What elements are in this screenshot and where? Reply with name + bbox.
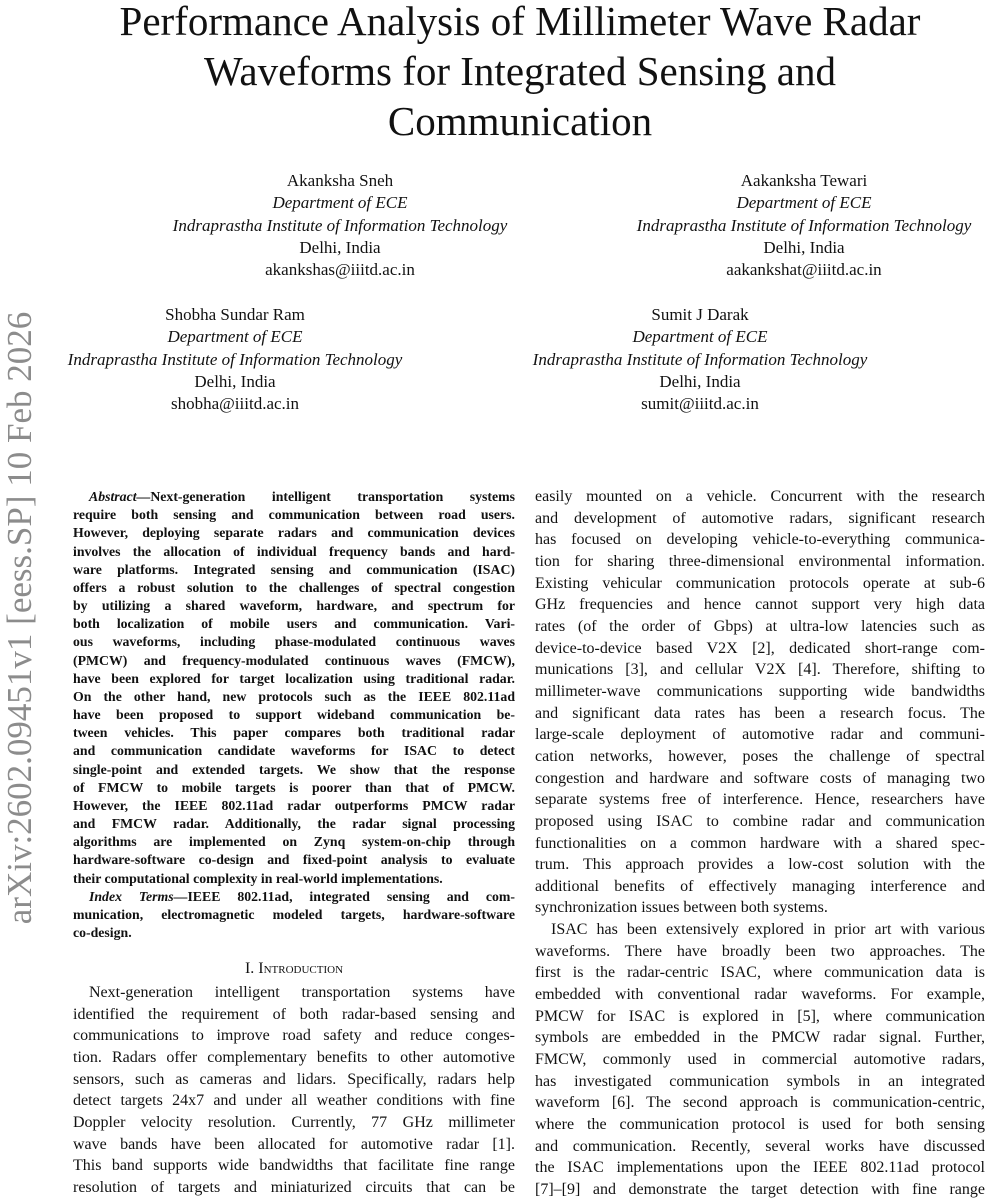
author-block bbox=[68, 304, 403, 415]
paragraph-line: where the communication protocol is used for both sensing bbox=[535, 1116, 985, 1134]
paragraph-line: separate systems free of interference. Hence, researchers have bbox=[535, 791, 985, 809]
paragraph-line: PMCW for ISAC is explored in [5], where communication bbox=[535, 1007, 985, 1025]
index-terms-line bbox=[73, 906, 515, 924]
author-block bbox=[173, 170, 508, 281]
paragraph-line: waveforms. There have broadly been two approaches. The bbox=[535, 942, 985, 960]
author-location: Delhi, India bbox=[299, 237, 381, 257]
title-line: Communication bbox=[387, 98, 653, 144]
abstract-text: both localization of mobile users and communication. Vari- bbox=[73, 616, 515, 632]
paragraph-line: and communication. Recently, several works have discussed bbox=[535, 1137, 985, 1155]
paragraph-line: proposed using ISAC to combine radar and communication bbox=[535, 812, 985, 830]
paragraph-line: ISAC has been extensively explored in prior art with various bbox=[551, 921, 985, 939]
title-line: Waveforms for Integrated Sensing and bbox=[204, 48, 836, 94]
abstract-line bbox=[73, 633, 515, 651]
paragraph-line: trum. This approach provides a low-cost solution with the bbox=[535, 856, 985, 874]
author-institution: Indraprastha Institute of Information Technology bbox=[67, 349, 403, 369]
paragraph-line: millimeter-wave communications supporting wide bandwidths bbox=[535, 682, 985, 700]
section-heading bbox=[73, 958, 515, 980]
paragraph-line: and significant data rates has been a research focus. The bbox=[535, 704, 985, 722]
paper-title bbox=[0, 0, 985, 146]
author-department: Department of ECE bbox=[632, 327, 768, 347]
author-email: shobha@iiitd.ac.in bbox=[170, 394, 300, 414]
author-email: akankshas@iiitd.ac.in bbox=[265, 260, 415, 280]
abstract-text: require both sensing and communication between road users. bbox=[73, 507, 515, 523]
index-terms-line bbox=[73, 888, 515, 906]
abstract bbox=[73, 488, 515, 942]
abstract-text: However, the IEEE 802.11ad radar outperforms PMCW radar bbox=[73, 797, 515, 813]
index-terms-text: co-design. bbox=[73, 925, 132, 941]
author-location: Delhi, India bbox=[194, 371, 276, 391]
abstract-line bbox=[73, 597, 515, 615]
author-department: Department of ECE bbox=[272, 193, 408, 213]
index-terms-text: IEEE 802.11ad, integrated sensing and com- bbox=[187, 888, 515, 904]
paragraph-line: has investigated communication symbols in an integrated bbox=[535, 1072, 985, 1090]
paragraph-line: symbols are embedded in the PMCW radar signal. Further, bbox=[535, 1029, 985, 1047]
abstract-line bbox=[73, 870, 515, 888]
paragraph-line: functionalities on a common hardware with a shared spec- bbox=[535, 834, 985, 852]
abstract-line bbox=[73, 670, 515, 688]
paragraph-line: waveform [6]. The second approach is communication-centric, bbox=[535, 1094, 985, 1112]
abstract-text: tween vehicles. This paper compares both traditional radar bbox=[73, 725, 515, 741]
paragraph-line: identified the requirement of both radar-based sensing and bbox=[73, 1005, 515, 1023]
title-line: Performance Analysis of Millimeter Wave Radar bbox=[119, 0, 921, 44]
abstract-text: hardware-software co-design and fixed-point analysis to evaluate bbox=[73, 852, 515, 868]
paragraph-line: communications to improve road safety and reduce conges- bbox=[73, 1027, 515, 1045]
abstract-text: by utilizing a shared waveform, hardware, and spectrum for bbox=[73, 598, 515, 614]
author-name: Aakanksha Tewari bbox=[740, 171, 868, 190]
author-name: Shobha Sundar Ram bbox=[165, 305, 305, 324]
paragraph-line: resolution of targets and miniaturized circuits that can be bbox=[73, 1178, 515, 1196]
paragraph-line: the ISAC implementations upon the IEEE 802.11ad protocol bbox=[535, 1159, 985, 1177]
abstract-text: On the other hand, new protocols such as the IEEE 802.11ad bbox=[73, 688, 515, 704]
paragraph-line: sensors, such as cameras and lidars. Specifically, radars help bbox=[73, 1070, 515, 1088]
abstract-text: offers a robust solution to the challenges of spectral congestion bbox=[73, 579, 515, 595]
abstract-line bbox=[73, 761, 515, 779]
paragraph-line: device-to-device based V2X [2], dedicated short-range com- bbox=[535, 639, 985, 657]
abstract-line bbox=[73, 815, 515, 833]
section-title: Introduction bbox=[258, 960, 344, 977]
paragraph-line: cation networks, however, poses the challenge of spectral bbox=[535, 747, 985, 765]
right-column-text bbox=[535, 486, 985, 1201]
paragraph-line: rates (of the order of Gbps) at ultra-low latencies such as bbox=[535, 617, 985, 635]
abstract-line bbox=[73, 561, 515, 579]
abstract-text: (PMCW) and frequency-modulated continuous waves (FMCW), bbox=[73, 652, 515, 668]
abstract-line bbox=[73, 779, 515, 797]
abstract-text: ware platforms. Integrated sensing and communication (ISAC) bbox=[73, 561, 515, 577]
paragraph-line: and development of automotive radars, significant research bbox=[535, 509, 985, 527]
paragraph-line: Next-generation intelligent transportation systems have bbox=[89, 984, 515, 1001]
abstract-line bbox=[73, 524, 515, 542]
paragraph-line: Existing vehicular communication protocols operate at sub-6 bbox=[535, 574, 985, 592]
abstract-text: However, deploying separate radars and communication devices bbox=[73, 525, 515, 541]
paragraph-line: This band supports wide bandwidths that facilitate fine range bbox=[73, 1157, 515, 1175]
author-email: sumit@iiitd.ac.in bbox=[641, 394, 759, 414]
abstract-line bbox=[73, 579, 515, 597]
paragraph-line: wave bands have been allocated for automotive radar [1]. bbox=[73, 1135, 515, 1153]
author-location: Delhi, India bbox=[763, 237, 845, 257]
abstract-text: their computational complexity in real-world implementations. bbox=[73, 870, 443, 886]
author-name: Akanksha Sneh bbox=[286, 171, 394, 190]
abstract-line bbox=[73, 724, 515, 742]
abstract-text: have been proposed to support wideband communication be- bbox=[73, 707, 515, 723]
paragraph-line: detect targets 24x7 and under all weather conditions with fine bbox=[73, 1092, 515, 1110]
arxiv-stamp: arXiv:2602.09451v1 [eess.SP] 10 Feb 2026 bbox=[0, 311, 39, 925]
paragraph-line: embedded with conventional radar waveforms. For example, bbox=[535, 986, 985, 1004]
abstract-line bbox=[73, 706, 515, 724]
abstract-line bbox=[73, 506, 515, 524]
abstract-line bbox=[73, 688, 515, 706]
abstract-line bbox=[73, 833, 515, 851]
author-name: Sumit J Darak bbox=[651, 305, 749, 324]
abstract-line bbox=[73, 797, 515, 815]
abstract-line bbox=[73, 742, 515, 760]
abstract-text: Next-generation intelligent transportation systems bbox=[150, 489, 515, 504]
abstract-text: of FMCW to mobile targets is poorer than that of PMCW. bbox=[73, 779, 515, 795]
author-institution: Indraprastha Institute of Information Technology bbox=[532, 349, 868, 369]
author-block bbox=[533, 304, 868, 415]
abstract-text: involves the allocation of individual frequency bands and hard- bbox=[73, 543, 515, 559]
abstract-line bbox=[73, 652, 515, 670]
author-email: aakankshat@iiitd.ac.in bbox=[726, 260, 882, 280]
abstract-line bbox=[73, 488, 515, 506]
index-terms-line bbox=[73, 924, 515, 942]
paragraph-line: easily mounted on a vehicle. Concurrent with the research bbox=[535, 488, 985, 505]
paragraph-line: FMCW, commonly used in commercial automotive radars, bbox=[535, 1051, 985, 1069]
abstract-text: algorithms are implemented on Zynq system-on-chip through bbox=[73, 834, 515, 850]
section-number: I. bbox=[244, 960, 255, 977]
paragraph-line: first is the radar-centric ISAC, where communication data is bbox=[535, 964, 985, 982]
index-terms-text: munication, electromagnetic modeled targets, hardware-software bbox=[73, 906, 515, 922]
abstract-line bbox=[73, 543, 515, 561]
author-block bbox=[637, 170, 972, 281]
paragraph-line: tion for sharing three-dimensional environmental information. bbox=[535, 552, 985, 570]
paragraph-line: [7]–[9] and demonstrate the target detection with fine range bbox=[535, 1181, 985, 1198]
introduction-text bbox=[73, 982, 515, 1199]
paragraph-line: additional benefits of effectively managing interference and bbox=[535, 877, 985, 895]
author-institution: Indraprastha Institute of Information Technology bbox=[636, 215, 972, 235]
abstract-label: Abstract— bbox=[89, 489, 151, 504]
index-terms-label: Index Terms— bbox=[89, 888, 188, 904]
paragraph-line: tion. Radars offer complementary benefits to other automotive bbox=[73, 1048, 515, 1066]
paragraph-line: munications [3], and cellular V2X [4]. Therefore, shifting to bbox=[535, 661, 985, 679]
abstract-text: and communication candidate waveforms for ISAC to detect bbox=[73, 743, 515, 759]
author-department: Department of ECE bbox=[167, 327, 303, 347]
abstract-line bbox=[73, 615, 515, 633]
paragraph-line: synchronization issues between both systems. bbox=[535, 899, 828, 917]
author-location: Delhi, India bbox=[659, 371, 741, 391]
paragraph-line: has focused on developing vehicle-to-everything communica- bbox=[535, 531, 985, 549]
abstract-text: single-point and extended targets. We show that the response bbox=[73, 761, 515, 777]
abstract-text: and FMCW radar. Additionally, the radar signal processing bbox=[73, 816, 515, 832]
paragraph-line: large-scale deployment of automotive radar and communi- bbox=[535, 726, 985, 744]
abstract-line bbox=[73, 851, 515, 869]
abstract-text: ous waveforms, including phase-modulated continuous waves bbox=[73, 634, 515, 650]
paragraph-line: congestion and hardware and software costs of managing two bbox=[535, 769, 985, 787]
abstract-text: have been explored for target localization using traditional radar. bbox=[73, 670, 515, 686]
author-department: Department of ECE bbox=[736, 193, 872, 213]
paragraph-line: GHz frequencies and hence cannot support very high data bbox=[535, 596, 985, 614]
author-institution: Indraprastha Institute of Information Technology bbox=[172, 215, 508, 235]
paragraph-line: Doppler velocity resolution. Currently, 77 GHz millimeter bbox=[73, 1113, 515, 1131]
